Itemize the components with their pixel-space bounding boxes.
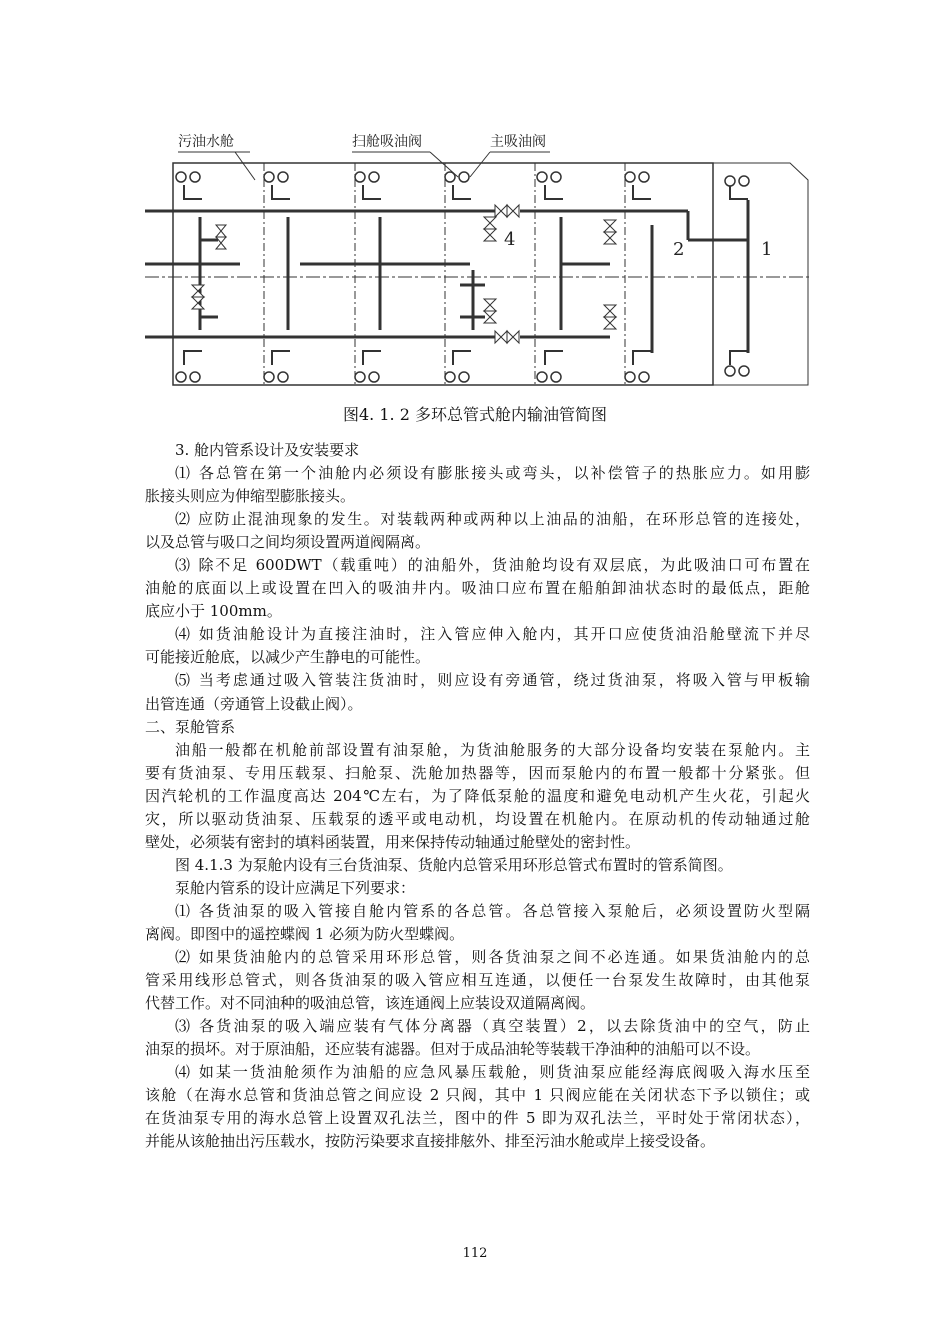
paragraph-line: ⑴ 各总管在第一个油舱内必须设有膨胀接头或弯头，以补偿管子的热胀应力。如用膨: [175, 464, 810, 483]
label-main-valve: 主吸油阀: [490, 134, 546, 150]
body-text: [145, 439, 810, 1153]
paragraph-line: 在货油泵专用的海水总管上设置双孔法兰，图中的件 5 即为双孔法兰，平时处于常闭状态），: [145, 1109, 810, 1128]
page-number: 112: [462, 1246, 488, 1261]
paragraph-line: 离阀。即图中的遥控蝶阀 1 必须为防火型蝶阀。: [145, 924, 465, 943]
paragraph-line: 以及总管与吸口之间均须设置两道阀隔离。: [145, 533, 431, 552]
cross-valve-upper: [495, 205, 507, 217]
paragraph-line: 因汽轮机的工作温度高达 204℃左右，为了降低泵舱的温度和避免电动机产生火花，引起火: [145, 786, 810, 805]
leader-main: [470, 152, 490, 177]
section-heading: 3. 舱内管系设计及安装要求: [175, 441, 360, 459]
label-strip-valve: 扫舱吸油阀: [352, 134, 422, 150]
valves: [192, 205, 616, 343]
paragraph-line: 管采用线形总管式，则各货油泵的吸入管应相互连通，以便任一台泵发生故障时，由其他泵: [145, 971, 810, 990]
paragraph-line: ⑷ 如某一货油舱须作为油船的应急风暴压载舱，则货油泵应能经海底阀吸入海水压至: [175, 1063, 810, 1082]
paragraph-line: 并能从该舱抽出污压载水，按防污染要求直接排舷外、排至污油水舱或岸上接受设备。: [145, 1132, 716, 1151]
paragraph-line: ⑵ 应防止混油现象的发生。对装载两种或两种以上油品的油船，在环形总管的连接处，: [175, 510, 810, 529]
paragraph-line: 代替工作。对不同油种的吸油总管，该连通阀上应装设双道隔离阀。: [145, 994, 596, 1013]
label-item-2: 2: [673, 239, 685, 260]
paragraph-line: 图 4.1.3 为泵舱内设有三台货油泵、货舱内总管采用环形总管式布置时的管系简图。: [175, 855, 733, 874]
label-item-4: 4: [504, 229, 516, 250]
paragraph-line: 该舱（在海水总管和货油总管之间应设 2 只阀，其中 1 只阀应能在关闭状态下予以锁住；或: [145, 1086, 810, 1105]
pump-room-outline: [713, 163, 808, 385]
paragraph-line: 底应小于 100mm。: [145, 602, 282, 621]
leader-slop: [235, 152, 255, 180]
paragraph-line: 油舱的底面以上或设置在凹入的吸油井内。吸油口应布置在船舶卸油状态时的最低点，距舱: [145, 579, 810, 598]
figure-caption: 图4. 1. 2 多环总管式舱内输油管简图: [343, 405, 607, 424]
cross-valve-lower: [495, 331, 507, 343]
paragraph-line: ⑸ 当考虑通过吸入管装注货油时，则应设有旁通管，绕过货油泵，将吸入管与甲板输: [175, 671, 810, 690]
paragraph-line: 可能接近舱底，以减少产生静电的可能性。: [145, 648, 431, 667]
paragraph-line: 要有货油泵、专用压载泵、扫舱泵、洗舱加热器等，因而泵舱内的布置一般都十分紧张。但: [145, 763, 810, 782]
paragraph-line: ⑶ 除不足 600DWT（载重吨）的油船外，货油舱均设有双层底，为此吸油口可布置在: [175, 556, 810, 575]
paragraph-line: ⑴ 各货油泵的吸入管接自舱内管系的各总管。各总管接入泵舱后，必须设置防火型隔: [175, 901, 810, 920]
paragraph-line: ⑵ 如果货油舱内的总管采用环形总管，则各货油泵之间不必连通。如果货油舱内的总: [175, 948, 810, 967]
label-item-1: 1: [761, 239, 773, 260]
section-heading: 二、泵舱管系: [145, 717, 236, 736]
paragraph-line: 胀接头则应为伸缩型膨胀接头。: [145, 487, 356, 506]
pipe-diagram-svg: [140, 125, 820, 395]
paragraph-line: 泵舱内管系的设计应满足下列要求：: [175, 878, 416, 897]
leader-strip: [430, 152, 458, 177]
paragraph-line: ⑷ 如货油舱设计为直接注油时，注入管应伸入舱内，其开口应使货油沿舱壁流下并尽: [175, 625, 810, 644]
label-slop-tank: 污油水舱: [178, 134, 234, 150]
paragraph-line: ⑶ 各货油泵的吸入端应装有气体分离器（真空装置）2，以去除货油中的空气，防止: [175, 1017, 810, 1036]
pipe-diagram: [140, 125, 820, 395]
paragraph-line: 油泵的损坏。对于原油船，还应装有滤器。但对于成品油轮等装载干净油种的油船可以不设。: [145, 1040, 761, 1059]
paragraph-line: 出管连通（旁通管上设截止阀）。: [145, 694, 363, 713]
paragraph-line: 壁处，必须装有密封的填料函装置，用来保持传动轴通过舱壁处的密封性。: [145, 832, 641, 851]
paragraph-line: 灾，所以驱动货油泵、压载泵的透平或电动机，均设置在机舱内。在原动机的传动轴通过舱: [145, 809, 810, 828]
paragraph-line: 油船一般都在机舱前部设置有油泵舱，为货油舱服务的大部分设备均安装在泵舱内。主: [175, 740, 810, 759]
